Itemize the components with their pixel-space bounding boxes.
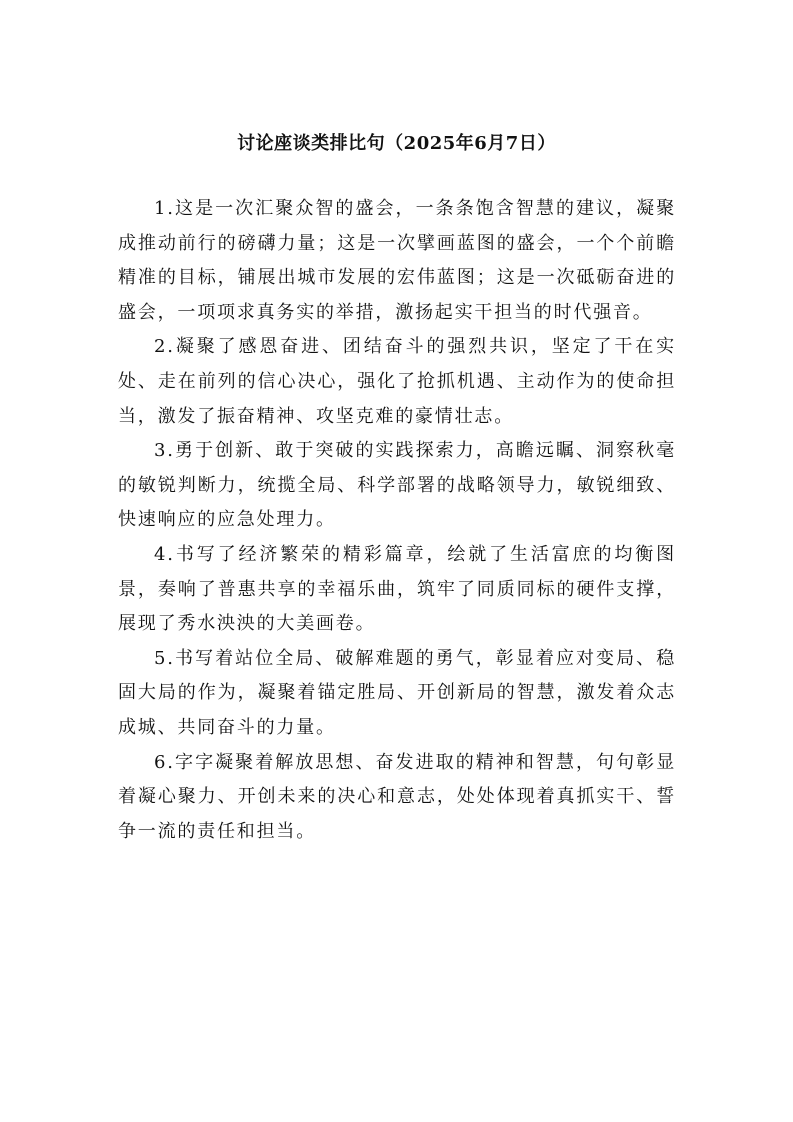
document-body xyxy=(118,192,676,849)
paragraph-3: 3.勇于创新、敢于突破的实践探索力，高瞻远瞩、洞察秋毫的敏锐判断力，统揽全局、科学部署的战略领导力，敏锐细致、快速响应的应急处理力。 xyxy=(118,440,676,531)
paragraph-4: 4.书写了经济繁荣的精彩篇章，绘就了生活富庶的均衡图景，奏响了普惠共享的幸福乐曲，筑牢了同质同标的硬件支撑，展现了秀水泱泱的大美画卷。 xyxy=(118,543,676,635)
paragraph-5: 5.书写着站位全局、破解难题的勇气，彰显着应对变局、稳固大局的作为，凝聚着锚定胜局、开创新局的智慧，激发着众志成城、共同奋斗的力量。 xyxy=(118,647,676,738)
paragraph-6: 6.字字凝聚着解放思想、奋发进取的精神和智慧，句句彰显着凝心聚力、开创未来的决心和意志，处处体现着真抓实干、誓争一流的责任和担当。 xyxy=(118,751,676,842)
paragraph-2: 2.凝聚了感恩奋进、团结奋斗的强烈共识，坚定了干在实处、走在前列的信心决心，强化了抢抓机遇、主动作为的使命担当，激发了振奋精神、攻坚克难的豪情壮志。 xyxy=(118,336,676,427)
document-title: 讨论座谈类排比句（2025年6月7日） xyxy=(237,133,556,154)
paragraph-1: 1.这是一次汇聚众智的盛会，一条条饱含智慧的建议，凝聚成推动前行的磅礴力量；这是一次擘画蓝图的盛会，一个个前瞻精准的目标，铺展出城市发展的宏伟蓝图；这是一次砥砺奋进的盛会，一项项求真务实的举措，激扬起实干担当的时代强音。 xyxy=(118,198,676,323)
